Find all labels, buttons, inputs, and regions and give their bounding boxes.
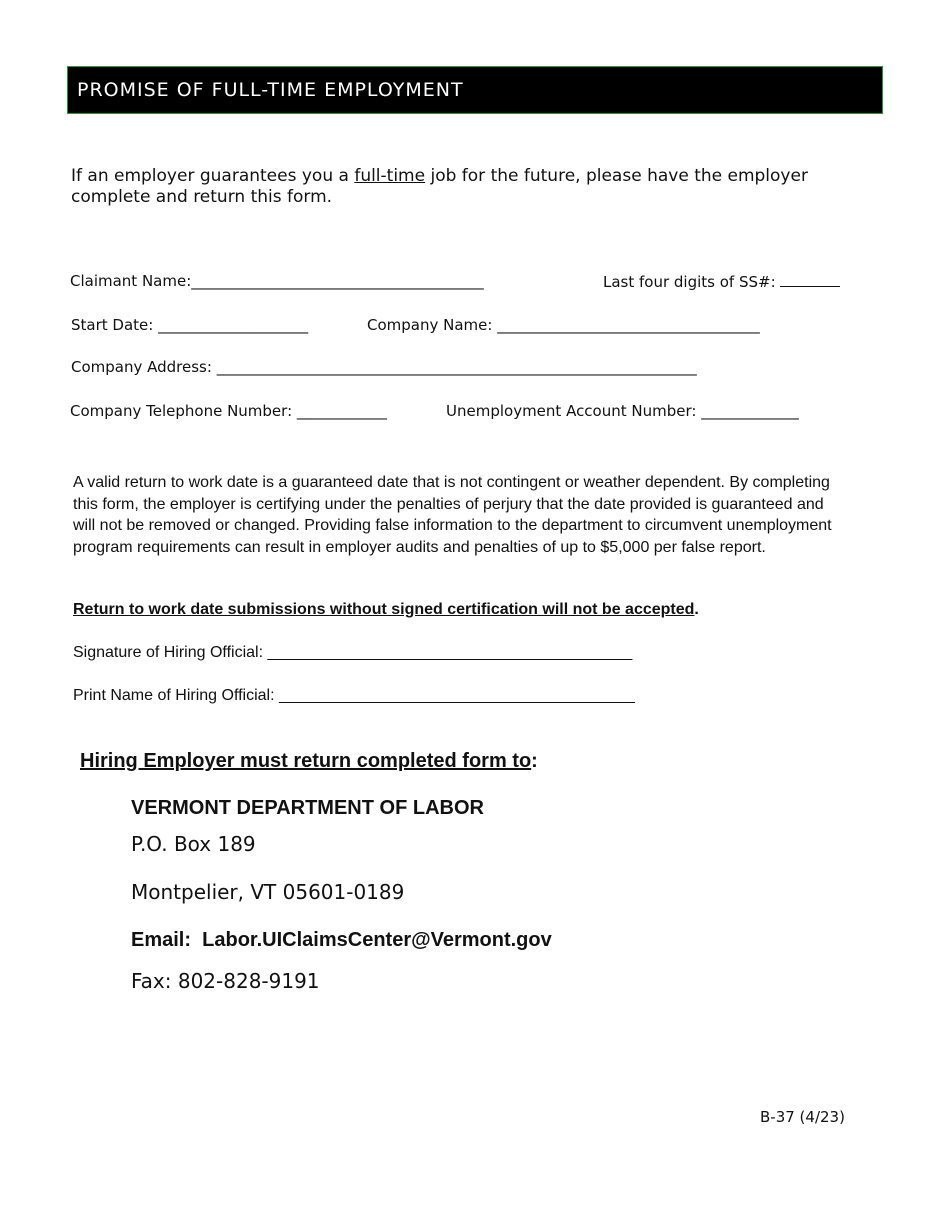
- company-address-blank: ________________________________________________________________: [216, 358, 697, 376]
- print-name-label: Print Name of Hiring Official:: [73, 687, 275, 704]
- po-box: P.O. Box 189: [131, 832, 256, 856]
- return-heading: Hiring Employer must return completed form to:: [80, 750, 538, 772]
- form-title-bar: [67, 66, 883, 114]
- company-name-field[interactable]: [367, 316, 760, 334]
- claimant-name-label: Claimant Name:: [70, 272, 192, 290]
- signature-blank: _________________________________________: [267, 644, 633, 661]
- unemployment-account-blank: _____________: [701, 402, 799, 420]
- start-date-blank: ____________________: [158, 316, 309, 334]
- certification-paragraph: A valid return to work date is a guaranteed date that is not contingent or weather dependent. By completing this form, the employer is certifying under the penalties of perjury that the date provided is guaranteed and will not be removed or changed. Providing false information to the department to circumvent unemployment program requirements can result in employer audits and penalties of up to $5,000 per false report.: [73, 474, 832, 556]
- print-name-blank: ________________________________________: [279, 687, 635, 704]
- claimant-name-field[interactable]: [70, 272, 484, 290]
- company-phone-blank: ____________: [296, 402, 387, 420]
- company-phone-field[interactable]: [70, 402, 387, 420]
- start-date-field[interactable]: [71, 316, 308, 334]
- claimant-name-blank: _______________________________________: [191, 272, 484, 290]
- company-phone-label: Company Telephone Number:: [70, 402, 293, 420]
- ssn-blank[interactable]: [780, 272, 840, 287]
- fax-number: Fax: 802-828-9191: [131, 969, 320, 993]
- certification-warning: Return to work date submissions without signed certification will not be accepted.: [73, 601, 699, 618]
- email-label: Email:: [131, 929, 192, 951]
- signature-field[interactable]: [73, 644, 632, 662]
- signature-label: Signature of Hiring Official:: [73, 644, 264, 661]
- city-address: Montpelier, VT 05601-0189: [131, 880, 405, 904]
- ssn-label: Last four digits of SS#:: [603, 273, 776, 291]
- email-line: [131, 929, 552, 952]
- company-name-label: Company Name:: [367, 316, 493, 334]
- form-code: B-37 (4/23): [760, 1108, 845, 1126]
- print-name-field[interactable]: [73, 687, 635, 705]
- start-date-label: Start Date:: [71, 316, 154, 334]
- company-address-field[interactable]: [71, 358, 697, 376]
- ssn-field[interactable]: [603, 272, 840, 291]
- unemployment-account-field[interactable]: [446, 402, 799, 420]
- form-title: PROMISE OF FULL-TIME EMPLOYMENT: [77, 79, 464, 101]
- department-name: VERMONT DEPARTMENT OF LABOR: [131, 797, 484, 819]
- company-address-label: Company Address:: [71, 358, 212, 376]
- unemployment-account-label: Unemployment Account Number:: [446, 402, 697, 420]
- email-link[interactable]: Labor.UIClaimsCenter@Vermont.gov: [202, 929, 552, 951]
- company-name-blank: ___________________________________: [497, 316, 760, 334]
- intro-text: If an employer guarantees you a full-time job for the future, please have the employer complete and return this form.: [71, 166, 808, 207]
- full-time-emphasis: full-time: [354, 166, 426, 186]
